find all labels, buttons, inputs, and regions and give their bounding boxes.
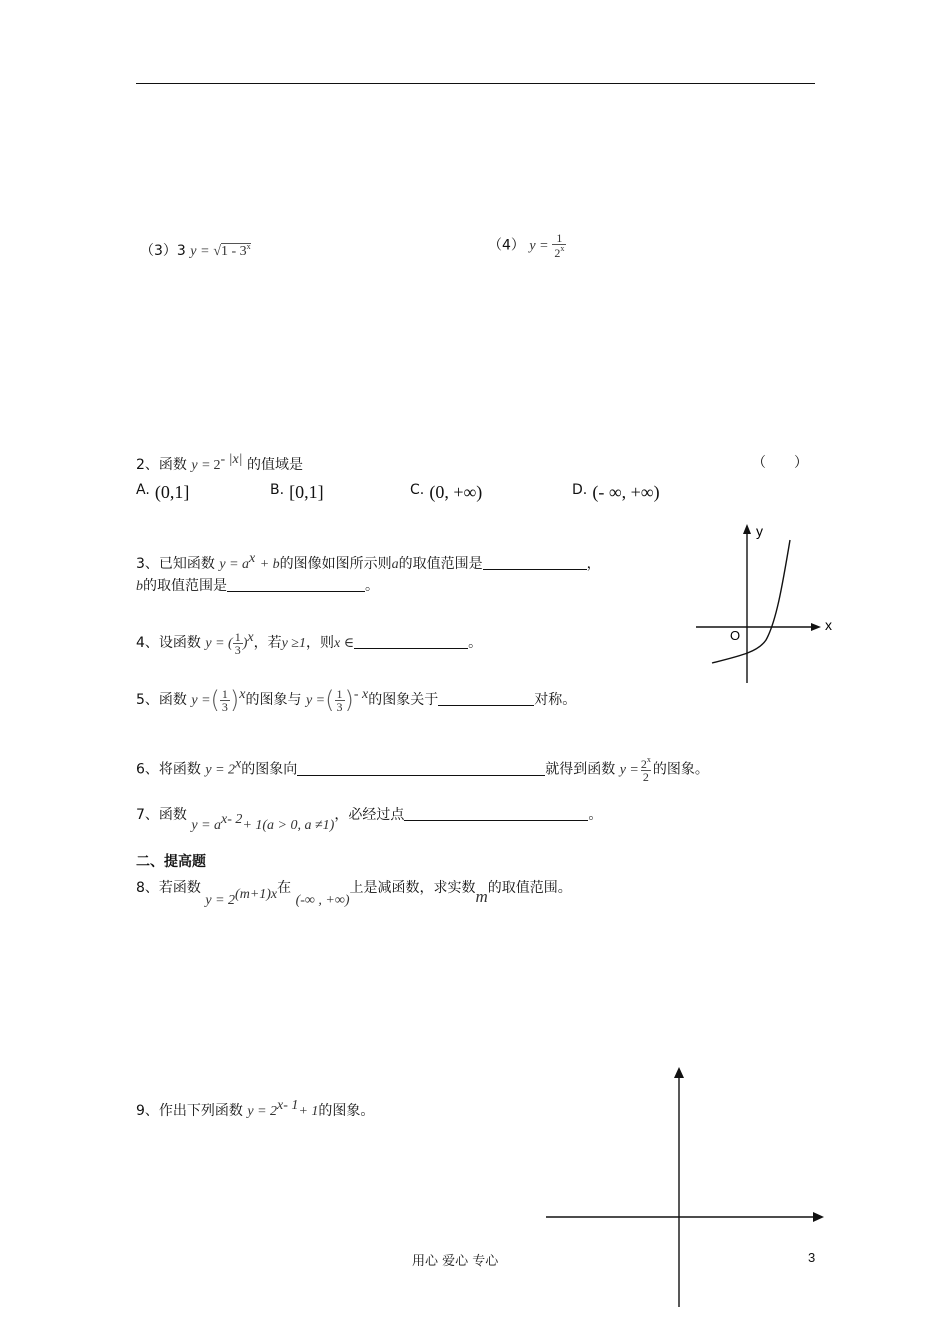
q1-part3: （3）3 y = √1 - 3$^x$ [140, 242, 251, 259]
q1-part4-label: （4） [488, 237, 525, 254]
question-7: 7、函数 $y = a^{x- 2}+ 1(a > 0$, a ≠1)，必经过点 。 [136, 807, 603, 833]
answer-blank-a[interactable] [483, 555, 587, 570]
q4-fraction: $\frac{1}{3}$ [234, 629, 241, 657]
axes-y-arrow [674, 1067, 684, 1078]
graph-curve [712, 540, 790, 663]
question-3-line1: 3、已知函数 $y = a^x + b$的图像如图所示则a的取值范围是 ， [136, 551, 601, 572]
question-8: 8、若函数 $y = 2^{(m+1)x}$在 (-∞ , +∞)上是减函数，求实数m的取值范围。 [136, 880, 572, 908]
footer-motto: 用心 爱心 专心 [412, 1254, 499, 1269]
page-number: 3 [808, 1250, 816, 1265]
question-3-line2: b的取值范围是 。 [136, 578, 379, 594]
question-6: 6、将函数 $y = 2^x$的图象向 就得到函数 y = $\frac{2^x}{2}$ 的图象。 [136, 755, 709, 784]
option-c: C. (0, +∞) [410, 482, 483, 502]
q1-part4-fraction: $\frac{1}{2^x}$ [554, 231, 565, 260]
q1-part4: （4） y = $\frac{1}{2^x}$ [488, 231, 565, 260]
header-rule [136, 83, 815, 84]
answer-blank-b[interactable] [227, 577, 365, 592]
question-4: 4、设函数 y = ( $\frac{1}{3}$ )$^x$，若y ≥1，则x ∈ 。 [136, 629, 483, 657]
section-heading: 二、提高题 [136, 854, 206, 870]
graph-y-label: y [756, 523, 763, 539]
option-d: D. (- ∞, +∞) [572, 482, 660, 502]
axes-x-arrow [813, 1212, 824, 1222]
option-a: A. (0,1] [136, 482, 190, 502]
question-9: 9、作出下列函数 $y = 2^{x- 1}+ 1$的图象。 [136, 1098, 375, 1119]
graph-x-label: x [825, 617, 832, 633]
answer-blank-q7[interactable] [404, 806, 588, 821]
q1-part3-label: （3）3 [140, 243, 186, 259]
q5-fraction-2: $\frac{1}{3}$ [336, 686, 343, 714]
graph-x-arrow [811, 623, 821, 631]
exponential-graph [690, 518, 840, 688]
q6-fraction: $\frac{2^x}{2}$ [640, 755, 651, 784]
answer-blank-q4[interactable] [354, 634, 468, 649]
question-5: 5、函数 y =( $\frac{1}{3}$ )$^x$的图象与 y =( $\frac{1}{3}$ )$^{- x}$的图象关于 对称。 [136, 686, 577, 714]
sqrt-sign: √ [213, 244, 221, 259]
option-b: B. [0,1] [270, 482, 324, 502]
answer-blank-q5[interactable] [438, 691, 534, 706]
question-2: 2、函数 $y = 2^{- |x|}$ 的值域是 [136, 452, 303, 473]
graph-y-arrow [743, 524, 751, 534]
blank-coordinate-axes [540, 1062, 840, 1312]
answer-blank-q6[interactable] [297, 761, 545, 776]
graph-origin-label: O [730, 628, 741, 643]
answer-bracket: （ ） [752, 455, 808, 471]
q5-fraction-1: $\frac{1}{3}$ [221, 686, 228, 714]
